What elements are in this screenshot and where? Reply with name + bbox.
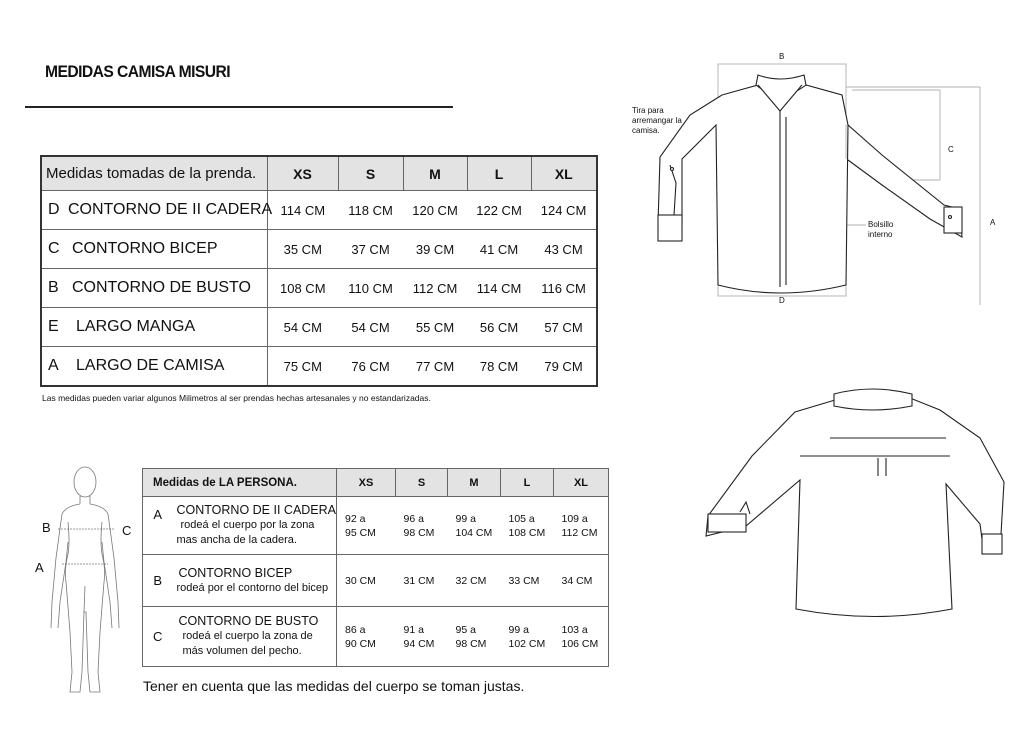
shirt-back-illustration (700, 384, 1015, 624)
shirt-label-c: C (948, 145, 954, 154)
measure-desc: rodeá por el contorno del bicep (176, 581, 329, 594)
measure-cell (173, 497, 337, 555)
measure-value: 112 CM (403, 269, 467, 308)
annotation-tira (632, 106, 682, 136)
body-figure-illustration (30, 462, 140, 698)
table-row (41, 191, 597, 230)
title-divider (25, 106, 453, 108)
value-line: 106 CM (561, 637, 599, 650)
measure-letter: C (41, 230, 68, 269)
person-measurements-table (142, 468, 609, 667)
variation-note: Las medidas pueden variar algunos Milimetros al ser prendas hechas artesanales y no estandarizadas. (42, 393, 431, 403)
value-line: 109 a (561, 512, 588, 525)
value-line: 91 a (403, 623, 424, 636)
measure-cell (173, 555, 337, 607)
body-label-a: A (35, 560, 44, 575)
measure-value: 57 CM (531, 308, 597, 347)
value-line: 90 CM (345, 637, 376, 650)
value-line: 98 CM (403, 526, 435, 539)
measure-value: 56 CM (467, 308, 531, 347)
measure-value (554, 607, 609, 667)
measure-value: 55 CM (403, 308, 467, 347)
page-title: MEDIDAS CAMISA MISURI (45, 62, 231, 81)
value-line: 108 CM (508, 526, 546, 539)
measure-name: CONTORNO DE II CADERA (176, 503, 337, 517)
measure-value (501, 497, 554, 555)
garment-table-header (41, 156, 597, 191)
measure-value: 54 CM (267, 308, 338, 347)
measure-value: 34 CM (554, 555, 609, 607)
size-header: M (448, 469, 501, 497)
measure-value: 30 CM (337, 555, 396, 607)
measure-value: 114 CM (267, 191, 338, 230)
value-line: 99 a (455, 512, 476, 525)
measure-name: LARGO DE CAMISA (68, 347, 267, 387)
measure-value: 110 CM (338, 269, 403, 308)
measure-value (448, 497, 501, 555)
measure-value: 108 CM (267, 269, 338, 308)
measure-value: 77 CM (403, 347, 467, 387)
garment-table-header-label: Medidas tomadas de la prenda. (41, 156, 267, 191)
measure-name: CONTORNO DE BUSTO (178, 614, 319, 628)
size-header: S (338, 156, 403, 191)
table-row (143, 607, 609, 667)
measure-value: 54 CM (338, 308, 403, 347)
measure-cell (173, 607, 337, 667)
annotation-line: Bolsillo (868, 220, 894, 229)
measure-value: 116 CM (531, 269, 597, 308)
size-header: XS (267, 156, 338, 191)
value-line: 86 a (345, 623, 366, 636)
table-row (143, 555, 609, 607)
measure-name: CONTORNO DE II CADERA (68, 191, 267, 230)
measure-value: 31 CM (396, 555, 448, 607)
measure-value (554, 497, 609, 555)
measure-desc: rodeá el cuerpo la zona de (182, 630, 313, 642)
measure-value: 79 CM (531, 347, 597, 387)
measure-value: 120 CM (403, 191, 467, 230)
size-header: M (403, 156, 467, 191)
measure-name: CONTORNO BICEP (178, 565, 293, 580)
garment-measurements-table (40, 155, 598, 387)
measure-letter: B (41, 269, 68, 308)
measure-value: 76 CM (338, 347, 403, 387)
measure-value (448, 607, 501, 667)
measure-desc: mas ancha de la cadera. (176, 534, 297, 546)
value-line: 98 CM (455, 637, 487, 650)
measure-name: CONTORNO DE BUSTO (68, 269, 267, 308)
measure-value: 37 CM (338, 230, 403, 269)
person-table-header (143, 469, 609, 497)
size-header: XL (554, 469, 609, 497)
annotation-line: Tira para (632, 106, 664, 115)
value-line: 95 CM (345, 526, 376, 539)
annotation-bolsillo (868, 220, 893, 240)
shirt-label-a: A (990, 218, 996, 227)
measure-value: 32 CM (448, 555, 501, 607)
measure-value: 122 CM (467, 191, 531, 230)
value-line: 104 CM (455, 526, 493, 539)
measure-value: 39 CM (403, 230, 467, 269)
measure-desc: más volumen del pecho. (182, 645, 302, 657)
value-line: 103 a (561, 623, 588, 636)
size-header: L (467, 156, 531, 191)
measure-letter: A (143, 497, 173, 555)
annotation-line: arremangar la (632, 116, 682, 125)
value-line: 94 CM (403, 637, 435, 650)
measure-desc: rodeá el cuerpo por la zona (180, 519, 315, 531)
measure-value: 78 CM (467, 347, 531, 387)
value-line: 102 CM (508, 637, 546, 650)
table-row (41, 308, 597, 347)
measure-value (501, 607, 554, 667)
value-line: 95 a (455, 623, 476, 636)
body-label-c: C (122, 523, 132, 538)
person-table-header-label: Medidas de LA PERSONA. (143, 469, 337, 497)
measure-letter: C (143, 607, 173, 667)
shirt-front-illustration (630, 55, 990, 305)
annotation-line: camisa. (632, 126, 660, 135)
measure-value: 118 CM (338, 191, 403, 230)
footer-note: Tener en cuenta que las medidas del cuerpo se toman justas. (143, 678, 525, 694)
measure-name: CONTORNO BICEP (68, 230, 267, 269)
measure-letter: A (41, 347, 68, 387)
measure-value (337, 607, 396, 667)
measure-value: 41 CM (467, 230, 531, 269)
shirt-label-b: B (779, 52, 785, 61)
measure-value (396, 607, 448, 667)
measure-value: 43 CM (531, 230, 597, 269)
measure-value: 75 CM (267, 347, 338, 387)
table-row (143, 497, 609, 555)
size-header: XL (531, 156, 597, 191)
size-header: XS (337, 469, 396, 497)
measure-value: 124 CM (531, 191, 597, 230)
measure-value: 35 CM (267, 230, 338, 269)
annotation-line: interno (868, 230, 893, 239)
measure-value: 33 CM (501, 555, 554, 607)
size-header: L (501, 469, 554, 497)
shirt-label-d: D (779, 296, 785, 305)
table-row (41, 230, 597, 269)
measure-letter: B (143, 555, 173, 607)
measure-value (396, 497, 448, 555)
value-line: 112 CM (561, 526, 598, 539)
measure-letter: E (41, 308, 68, 347)
size-header: S (396, 469, 448, 497)
table-row (41, 347, 597, 387)
measure-letter: D (41, 191, 68, 230)
measure-name: LARGO MANGA (68, 308, 267, 347)
measure-value (337, 497, 396, 555)
value-line: 99 a (508, 623, 529, 636)
value-line: 92 a (345, 512, 366, 525)
value-line: 96 a (403, 512, 424, 525)
value-line: 105 a (508, 512, 535, 525)
table-row (41, 269, 597, 308)
measure-value: 114 CM (467, 269, 531, 308)
body-label-b: B (42, 520, 51, 535)
